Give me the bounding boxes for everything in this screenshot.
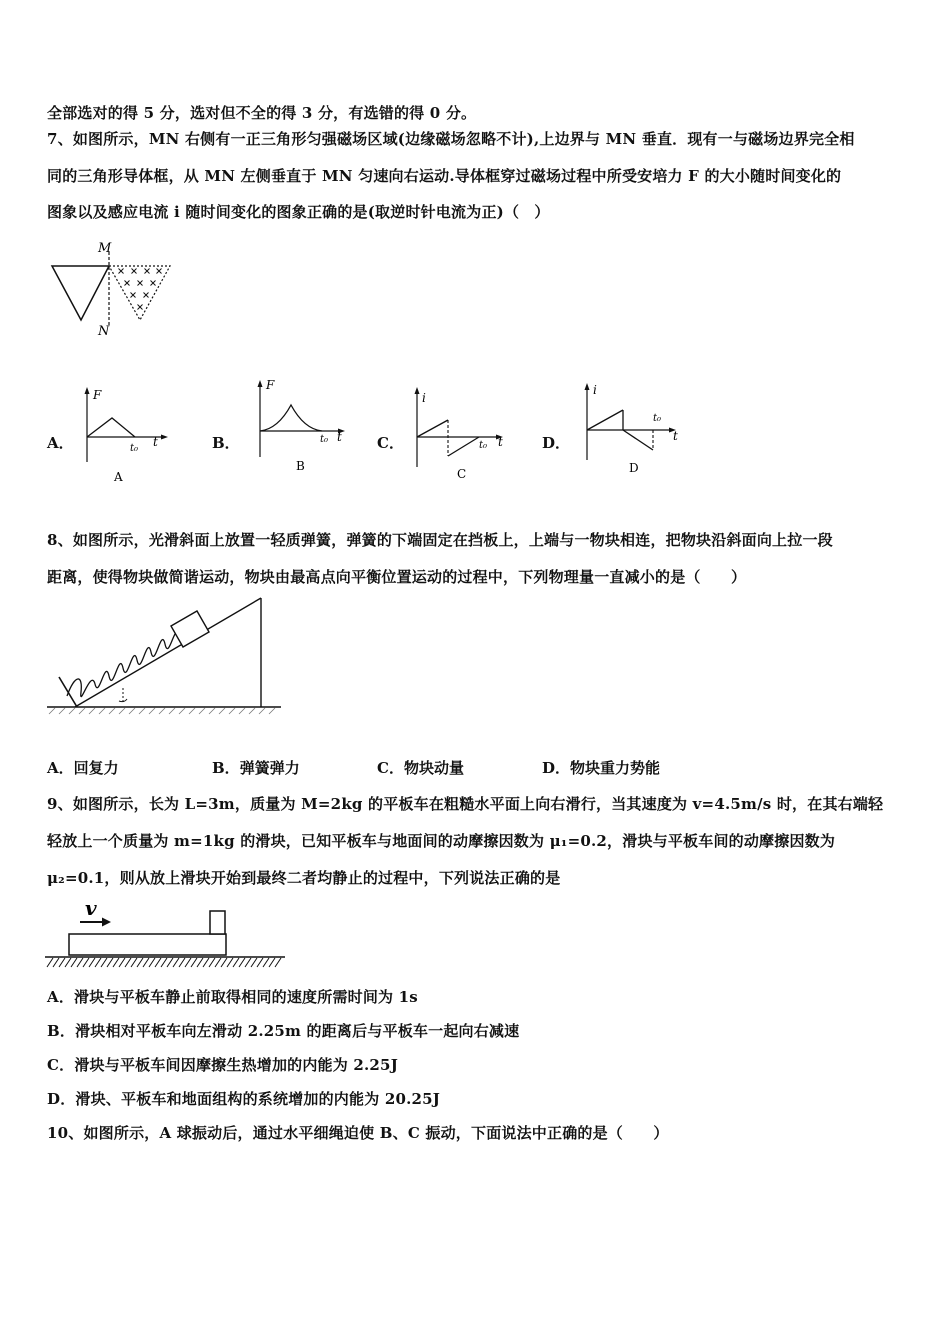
velocity-label: v [85, 896, 97, 920]
graph-c-x-label: t [498, 435, 503, 449]
q7-graph-b[interactable] [248, 375, 353, 480]
velocity-arrow-icon [102, 918, 111, 927]
graph-b-caption: B [296, 459, 305, 473]
q8-figure [45, 592, 285, 724]
q9-figure [45, 895, 290, 973]
q9-option-c[interactable]: C．滑块与平板车间因摩擦生热增加的内能为 2.25J [47, 1056, 398, 1074]
slider-block [210, 911, 225, 934]
q7-graph-a[interactable] [75, 382, 175, 487]
graph-b-t0-label: t₀ [320, 434, 329, 445]
graph-a-t0-label: t₀ [130, 443, 139, 454]
q9-option-b[interactable]: B．滑块相对平板车向左滑动 2.25m 的距离后与平板车一起向右减速 [47, 1022, 520, 1040]
q9-text-2: 轻放上一个质量为 m=1kg 的滑块，已知平板车与地面间的动摩擦因数为 μ₁=0.2，滑块与平板车间的动摩擦因数为 [47, 832, 836, 850]
label-m: M [98, 241, 112, 256]
graph-c-caption: C [457, 467, 467, 481]
q9-option-a[interactable]: A．滑块与平板车静止前取得相同的速度所需时间为 1s [47, 988, 418, 1006]
q8-option-d[interactable]: D．物块重力势能 [542, 759, 661, 777]
instruction-line: 全部选对的得 5 分，选对但不全的得 3 分，有选错的得 0 分。 [47, 104, 477, 122]
q8-text-2: 距离，使得物块做简谐运动，物块由最高点向平衡位置运动的过程中，下列物理量一直减小的是（ ） [47, 568, 747, 586]
q9-option-d[interactable]: D．滑块、平板车和地面组构的系统增加的内能为 20.25J [47, 1090, 441, 1108]
q8-option-b[interactable]: B．弹簧弹力 [212, 759, 300, 777]
graph-a-x-label: t [153, 435, 158, 449]
graph-b-x-label: t [337, 430, 342, 444]
q7-figure [45, 238, 180, 338]
q8-text-1: 8、如图所示，光滑斜面上放置一轻质弹簧，弹簧的下端固定在挡板上，上端与一物块相连，把物块沿斜面向上拉一段 [47, 531, 833, 549]
label-n: N [98, 324, 110, 338]
graph-a-y-label: F [93, 388, 102, 402]
q7-text-2: 同的三角形导体框，从 MN 左侧垂直于 MN 匀速向右运动.导体框穿过磁场过程中所受安培力 F 的大小随时间变化的 [47, 167, 842, 185]
q7-text-1: 7、如图所示，MN 右侧有一正三角形匀强磁场区域(边缘磁场忽略不计),上边界与 MN 垂直．现有一与磁场边界完全相 [47, 130, 855, 148]
q7-graph-d[interactable] [575, 378, 685, 483]
q9-text-3: μ₂=0.1，则从放上滑块开始到最终二者均静止的过程中，下列说法正确的是 [47, 869, 561, 887]
q7-text-3: 图象以及感应电流 i 随时间变化的图象正确的是(取逆时针电流为正)（ ） [47, 203, 550, 221]
q7-option-a-letter[interactable]: A． [47, 434, 74, 452]
graph-d-x-label: t [673, 429, 678, 443]
graph-d-caption: D [629, 461, 639, 475]
q7-option-d-letter[interactable]: D． [542, 434, 571, 452]
graph-c-t0-label: t₀ [479, 440, 488, 451]
graph-a-caption: A [114, 470, 123, 484]
q8-option-c[interactable]: C．物块动量 [377, 759, 464, 777]
q7-option-c-letter[interactable]: C． [377, 434, 404, 452]
q8-option-a[interactable]: A．回复力 [47, 759, 119, 777]
q7-option-b-letter[interactable]: B． [212, 434, 240, 452]
graph-d-y-label: i [593, 383, 597, 397]
q8-options [47, 757, 661, 777]
graph-c-y-label: i [422, 391, 426, 405]
graph-d-t0-label: t₀ [653, 413, 662, 424]
q9-text-1: 9、如图所示，长为 L=3m，质量为 M=2kg 的平板车在粗糙水平面上向右滑行，当其速度为 v=4.5m/s 时，在其右端轻 [47, 795, 884, 813]
q10-text-1: 10、如图所示，A 球振动后，通过水平细绳迫使 B、C 振动，下面说法中正确的是（ ） [47, 1124, 669, 1142]
cart-board [69, 934, 226, 955]
q7-graph-c[interactable] [405, 382, 510, 487]
graph-b-y-label: F [266, 378, 275, 392]
